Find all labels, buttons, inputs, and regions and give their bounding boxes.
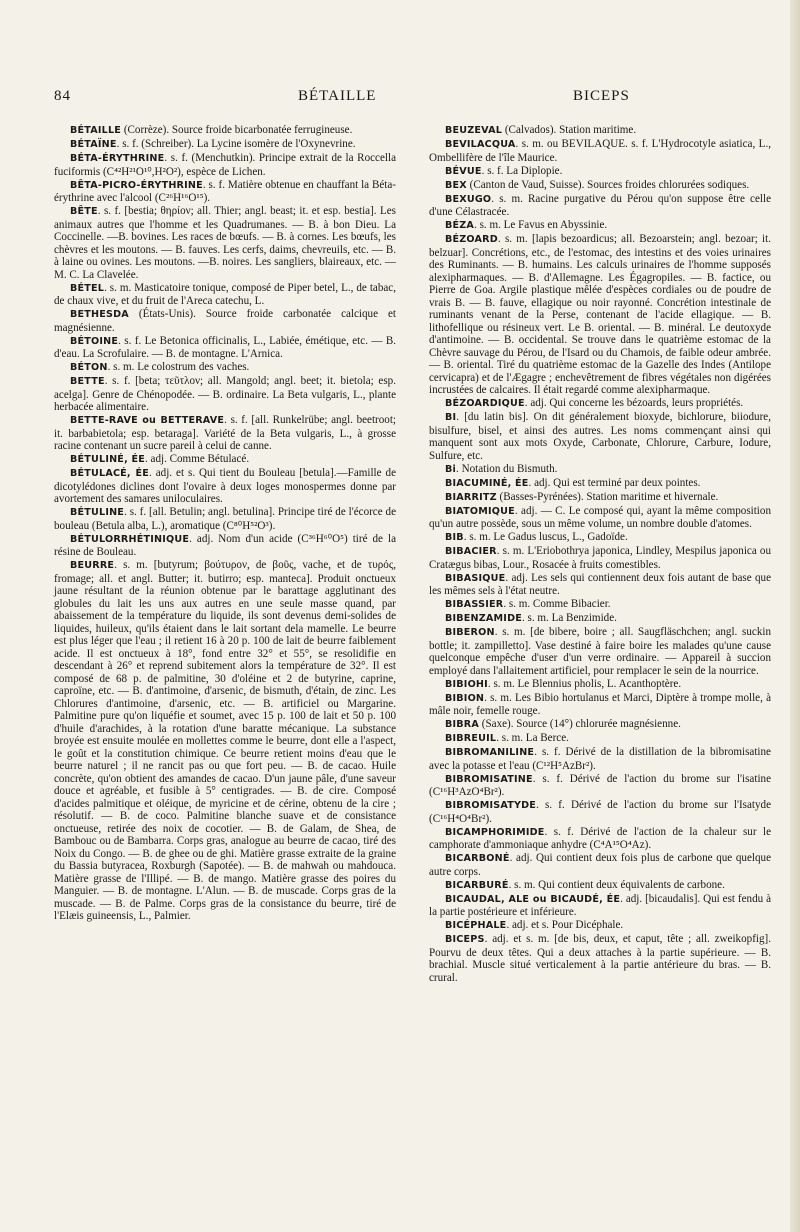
- entry-text: . s. f. [all. Runkelrübe; angl. beetroot; it. barbabietola; esp. betaraga]. Variété de la Beta vulgaris, L., à grosse racine contenant un sucre pareil à celui de canne.: [54, 414, 397, 452]
- right-column: [429, 124, 771, 985]
- entry-text: . adj. et s. Qui tient du Bouleau [betula].—Famille de dicotylédones diclines dont l'ovaire à deux loges monospermes donne par avortement des samares uniloculaires.: [54, 467, 396, 505]
- entry-text: (Corrèze). Source froide bicarbonatée ferrugineuse.: [121, 124, 353, 136]
- dictionary-entry: [429, 505, 771, 531]
- dictionary-entry: [429, 531, 771, 545]
- running-header: [54, 88, 770, 106]
- dictionary-entry: [429, 193, 771, 219]
- dictionary-entry: [429, 124, 771, 138]
- entry-headword: BETTE: [70, 376, 105, 387]
- entry-headword: BIBION: [445, 692, 485, 704]
- entry-text: . s. m. Masticatoire tonique, composé de Piper betel, L., de tabac, de chaux vive, et du fruit de l'Areca catechu, L.: [54, 281, 396, 307]
- entry-text: . s. f. Dérivé de l'action du brome sur l'isatine (C¹⁶H³AzO⁴Br²).: [429, 772, 771, 798]
- dictionary-entry: [429, 612, 771, 626]
- entry-text: . s. f. (Menchutkin). Principe extrait de la Roccella fuciformis (C⁴²H²¹O¹⁰,H²O²), espèce de Lichen.: [54, 152, 396, 178]
- entry-headword: BÉZA: [445, 220, 475, 231]
- entry-text: . s. f. Dérivé de l'action de la chaleur sur le camphorate d'ammoniaque anhydre (C⁴A¹⁵O⁴Az).: [429, 825, 771, 851]
- entry-headword: BETTE-RAVE ou BETTERAVE: [70, 415, 225, 426]
- page-edge: [790, 0, 800, 1232]
- dictionary-entry: [54, 308, 396, 334]
- dictionary-entry: [54, 205, 396, 281]
- dictionary-entry: [54, 467, 396, 506]
- dictionary-entry: [54, 414, 396, 453]
- entry-text: . adj. Qui concerne les bézoards, leurs propriétés.: [524, 397, 744, 409]
- entry-headword: BIATOMIQUE: [445, 505, 515, 517]
- entry-text: . s. m. Le Gadus luscus, L., Gadoïde.: [463, 531, 628, 543]
- dictionary-entry: [429, 219, 771, 233]
- dictionary-entry: [429, 773, 771, 799]
- entry-headword: BÉTAILLE: [70, 125, 122, 136]
- entry-text: (Calvados). Station maritime.: [502, 124, 637, 136]
- entry-headword: BIBROMANILINE: [445, 747, 535, 758]
- dictionary-entry: [429, 678, 771, 692]
- dictionary-entry: [429, 692, 771, 718]
- entry-headword: BÊTE: [70, 206, 98, 217]
- entry-headword: BÉTAÏNE: [70, 139, 117, 150]
- entry-headword: BÉTULINÉ, ÉE: [70, 454, 145, 465]
- dictionary-entry: [429, 598, 771, 612]
- entry-headword: BÉVUE: [445, 165, 482, 177]
- entry-text: . s. m. La Benzimide.: [522, 612, 617, 624]
- dictionary-entry: [54, 375, 396, 414]
- entry-headword: BIB: [445, 532, 464, 543]
- dictionary-entry: [429, 138, 771, 164]
- entry-headword: BÉTOINE: [70, 335, 119, 347]
- dictionary-entry: [429, 477, 771, 491]
- entry-text: . adj. et s. Pour Dicéphale.: [506, 919, 624, 931]
- dictionary-entry: [429, 491, 771, 505]
- page-number: 84: [54, 88, 71, 104]
- entry-text: . s. m. Les Bibio hortulanus et Marci, Diptère à trompe molle, à mâle noir, femelle rouge.: [429, 691, 771, 717]
- entry-text: . s. f. Le Betonica officinalis, L., Labiée, émétique, etc. — B. d'eau. La Scrofulaire. — B. de montagne. L'Arnica.: [54, 334, 396, 360]
- entry-text: . s. m. Le Favus en Abyssinie.: [474, 219, 608, 231]
- right-running-head: BICEPS: [573, 88, 630, 104]
- entry-headword: BI: [445, 412, 457, 423]
- dictionary-entry: [54, 361, 396, 375]
- entry-headword: BÊTA-PICRO-ÉRYTHRINE: [70, 179, 203, 191]
- entry-headword: BEXUGO: [445, 193, 492, 205]
- entry-headword: BIBRA: [445, 719, 480, 730]
- entry-text: . s. f. [beta; τεῦτλον; all. Mangold; angl. beet; it. bietola; esp. acelga]. Genre de Chénopodée. — B. ordinaire. La Beta vulgaris, L., plante herbacée alimentaire.: [54, 375, 396, 413]
- entry-text: . s. m. [lapis bezoardicus; all. Bezoarstein; angl. bezoar; it. belzuar]. Concrétions, etc., de l'estomac, des intestins et des voies urinaires des Ruminants. — B. humains. Les calculs urinaires de l'homme supposés alexipharmaques. — B. d'Allemagne. Les Égagropiles. — B. factice, ou Pierre de Goa. Argile plastique mêlée d'espèces cordiales ou de poudre de vrais B. — B. fauve, ellagique ou noir rayonné. Concrétion intestinale de ruminants venant de la Perse, contenant de l'acide ellagique. — B. lithofellique ou résineux vert. Le B. oriental. — B. minéral. Le deutoxyde d'antimoine. — B. occidental. Se trouve dans le quatrième estomac de la Chèvre sauvage du Pérou, de l'Isard ou du Chamois, de faible odeur ambrée. — B. oriental. Tiré du quatrième estomac de la Gazelle des Indes (Antilope cervicapra) et de l'Ægagre ; enchevêtrement de fibres végétales non digérées incrustées de calcaires. Il était regardé comme alexipharmaque.: [429, 233, 771, 396]
- entry-headword: BÉTULACÉ, ÉE: [70, 468, 150, 479]
- entry-headword: BÉZOARD: [445, 234, 498, 245]
- entry-text: . s. m. La Berce.: [496, 732, 569, 744]
- entry-headword: BICARBURÉ: [445, 879, 509, 891]
- entry-text: . adj. Qui est terminé par deux pointes.: [528, 476, 701, 489]
- dictionary-entry: [54, 179, 396, 205]
- dictionary-entry: [429, 746, 771, 772]
- entry-headword: BICÉPHALE: [445, 920, 507, 931]
- entry-text: (États-Unis). Source froide carbonatée calcique et magnésienne.: [54, 308, 396, 334]
- entry-headword: BÉTEL: [70, 282, 105, 294]
- entry-headword: BIBREUIL: [445, 733, 497, 744]
- dictionary-entry: [429, 411, 771, 462]
- dictionary-entry: [429, 799, 771, 825]
- dictionary-entry: [429, 879, 771, 893]
- entry-headword: BIBENZAMIDE: [445, 613, 522, 624]
- entry-text: . adj. Les sels qui contiennent deux fois autant de base que les mêmes sels à l'état neutre.: [429, 571, 771, 597]
- dictionary-entry: [429, 165, 771, 179]
- entry-headword: BEURRE: [70, 560, 115, 571]
- entry-text: . adj. Qui contient deux fois plus de carbone que quelque autre corps.: [429, 852, 771, 878]
- entry-headword: BÉTULORRHÉTINIQUE: [70, 533, 190, 545]
- entry-headword: BIBIOHI: [445, 678, 488, 690]
- dictionary-entry: [429, 933, 771, 984]
- entry-headword: BEX: [445, 179, 467, 191]
- dictionary-entry: [429, 852, 771, 878]
- dictionary-entry: [54, 335, 396, 361]
- dictionary-entry: [54, 453, 396, 467]
- entry-text: . s. m. [de bibere, boire ; all. Saugfläschchen; angl. suckin bottle; it. zampilletto]. Vase destiné à faire boire les malades qu'une cause quelconque empêche d'user d'un verre ordinaire. — Appareil à succion employé dans l'allaitement artificiel, pour remplacer le sein de la nourrice.: [429, 626, 771, 677]
- dictionary-entry: [429, 572, 771, 598]
- dictionary-entry: [429, 826, 771, 852]
- entry-text: . s. m. Racine purgative du Pérou qu'on suppose être celle d'une Célastracée.: [429, 192, 771, 218]
- entry-headword: BICEPS: [445, 934, 485, 945]
- entry-text: . s. m. Le colostrum des vaches.: [107, 361, 250, 373]
- dictionary-entry: [54, 124, 396, 138]
- dictionary-entry: [429, 732, 771, 746]
- dictionary-entry: [429, 893, 771, 919]
- entry-headword: BÉZOARDIQUE: [445, 398, 525, 409]
- entry-headword: BIBERON: [445, 627, 495, 638]
- entry-headword: BÉTA-ÉRYTHRINE: [70, 153, 165, 164]
- dictionary-entry: [54, 152, 396, 178]
- entry-headword: BIARRITZ: [445, 491, 497, 503]
- dictionary-entry: [429, 626, 771, 677]
- entry-text: (Saxe). Source (14°) chlorurée magnésienne.: [479, 718, 681, 730]
- entry-text: . s. m. L'Eriobothrya japonica, Lindley, Mespilus japonica ou Cratægus bibas, Lour., Rosacée à fruits comestibles.: [429, 545, 771, 571]
- entry-headword: BIBROMISATYDE: [445, 800, 537, 811]
- dictionary-entry: [54, 533, 396, 559]
- entry-text: . s. m. Qui contient deux équivalents de carbone.: [508, 878, 725, 891]
- dictionary-entry: [429, 397, 771, 411]
- entry-text: . s. f. Dérivé de l'action du brome sur l'Isatyde (C¹⁶H⁴O⁴Br²).: [429, 799, 771, 825]
- dictionary-entry: [429, 545, 771, 571]
- entry-headword: BICAMPHORIMIDE: [445, 826, 545, 838]
- entry-text: . s. f. (Schreiber). La Lycine isomère de l'Oxynevrine.: [116, 138, 356, 150]
- left-column: [54, 124, 396, 923]
- entry-text: . s. f. Matière obtenue en chauffant la Béta-érythrine avec l'alcool (C²⁶H¹⁶O¹⁵).: [54, 178, 396, 204]
- entry-text: . adj. [bicaudalis]. Qui est fendu à la partie postérieure et inférieure.: [429, 892, 772, 918]
- dictionary-entry: [54, 282, 396, 308]
- entry-text: (Canton de Vaud, Suisse). Sources froides chlorurées sodiques.: [466, 178, 750, 191]
- entry-headword: Bi: [445, 463, 457, 475]
- dictionary-entry: [429, 919, 771, 933]
- entry-text: . s. f. [all. Betulin; angl. betulina]. Principe tiré de l'écorce de bouleau (Betula alba, L.), aromatique (C⁸⁰H⁵²O³).: [54, 506, 396, 532]
- entry-headword: BICARBONÉ: [445, 853, 510, 864]
- entry-text: . adj. Comme Bétulacé.: [144, 453, 250, 465]
- entry-headword: BETHESDA: [70, 309, 129, 320]
- entry-text: (Basses-Pyrénées). Station maritime et hivernale.: [496, 490, 719, 503]
- entry-headword: BICAUDAL, ALE ou BICAUDÉ, ÉE: [445, 893, 621, 905]
- dictionary-entry: [429, 233, 771, 397]
- entry-text: . s. m. Comme Bibacier.: [503, 598, 611, 610]
- entry-headword: BIBASIQUE: [445, 572, 506, 584]
- entry-text: . adj. — C. Le composé qui, ayant la même composition qu'un autre possède, sous un même volume, un nombre double d'atomes.: [429, 504, 771, 530]
- dictionary-entry: [429, 179, 771, 193]
- entry-headword: BIBASSIER: [445, 599, 504, 610]
- dictionary-entry: [429, 718, 771, 732]
- dictionary-entry: [54, 138, 396, 152]
- dictionary-entry: [54, 559, 396, 923]
- entry-headword: BIACUMINÉ, ÉE: [445, 477, 529, 489]
- dictionary-entry: [54, 506, 396, 532]
- entry-text: . s. m. Le Blennius pholis, L. Acanthoptère.: [487, 677, 682, 690]
- entry-text: . [du latin bis]. On dit généralement bioxyde, bichlorure, biiodure, bisulfure, bisel, et ainsi des autres. Les noms commençant ainsi qui manquent sont aux mots Oxyde, Carbonate, Chlorure, Carbure, Iodure, Sulfure, etc.: [429, 411, 771, 462]
- entry-text: . s. f. La Diplopie.: [481, 164, 563, 177]
- entry-headword: BIBACIER: [445, 546, 497, 557]
- entry-headword: BÉTULINE: [70, 507, 125, 518]
- entry-text: . adj. Nom d'un acide (C³⁶H⁶⁰O⁵) tiré de la résine de Bouleau.: [54, 532, 396, 558]
- left-running-head: BÉTAILLE: [298, 88, 377, 104]
- entry-headword: BÉTON: [70, 362, 108, 373]
- entry-headword: BIBROMISATINE: [445, 773, 533, 785]
- entry-text: . s. f. [bestia; θηρίον; all. Thier; angl. beast; it. et esp. bestia]. Les animaux autres que l'homme et les Quadrumanes. — B. à bon Dieu. La Coccinelle. —B. bovines. Les races de bœufs. — B. à cornes. Les bœufs, les chèvres et les moutons. — B. fauves. Les cerfs, daims, chevreuils, etc. — B. à laine ou ovines. Les moutons. —B. noires. Les sangliers, blaireaux, etc. —M. C. La Clavelée.: [54, 205, 396, 281]
- entry-text: . s. m. ou BEVILAQUE. s. f. L'Hydrocotyle asiatica, L., Ombellifère de l'île Maurice.: [429, 138, 771, 164]
- entry-headword: BEVILACQUA: [445, 139, 516, 150]
- entry-text: . Notation du Bismuth.: [456, 462, 558, 475]
- entry-text: . s. m. [butyrum; βούτυρον, de βοῦς, vache, et de τυρός, fromage; all. et angl. Butter; it. butirro; esp. manteca]. Produit onctueux jaune résultant de la réunion obtenue par le barattage agglutinant des globules du lait les uns aux autres en une seule masse quand, par abaissement de la température du liquide, ils sont devenus demi-solides de liquides, huileux, qu'ils étaient dans le lait sortant dela mamelle. Le beurre est plus léger que l'eau ; il retient 16 à 20 p. 100 de lait de beurre faiblement acide. Il est onctueux à 18°, fond entre 32° et 55°, se resolidifie en descendant à 26° et reprend subitement alors la température de 32°. Il est composé de 68 p. de palmitine, 30 d'oléine et 2 de butyrine, caprine, caproïne, etc. — B. d'antimoine, d'arsenic, de bismuth, d'étain, de zinc. Les Chlorures d'antimoine, d'arsenic, etc. — B. artificiel ou Margarine. Palmitine pure qu'on liquéfie et soumet, avec 15 p. 100 de lait et 50 p. 100 d'huile d'arachides, à la rotation d'une baratte mécanique. La substance broyée est ensuite moulée en mollettes comme le beurre, dont elle a l'aspect, le goût et la constitution chimique. Ce beurre retient moins d'eau que le beurre naturel ; il ne rancit pas ou que fort peu. — B. de cacao. Huile concrète, qu'on obtient des amandes de cacao. D'un jaune pâle, d'une saveur douce et agréable, et fusible à 5° centigrades. — B. de cire. Composé d'acides palmitique et oléique, de myricine et de cérine, obtenu de la cire ; résolutif. — B. de coco. Palmitine blanche suave et de consistance onctueuse, retirée des noix de cocotier. — B. de Galam, de Shea, de Bambouc ou de Bambarra. Corps gras, analogue au beurre de cacao, tiré des Noix du Congo. — B. de ghee ou de ghi. Matière grasse extraite de la graine du Bassia butyracea, Roxburgh (Sapotée). — B. de mahwah ou mahdouca. Matière grasse de l'Illipé. — B. de mango. Matière grasse des poires du Manguier. — B. de montagne. L'Alun. — B. de muscade. Corps gras de la muscade. — B. de Palme. Corps gras de la consistance du beurre, tiré de l'Elæis guineensis, L., Palmier.: [54, 559, 396, 922]
- entry-text: . s. f. Dérivé de la distillation de la bibromisatine avec la potasse et l'eau (C¹²H⁵AzBr²).: [429, 746, 771, 772]
- entry-headword: BEUZEVAL: [445, 125, 503, 136]
- dictionary-entry: [429, 463, 771, 477]
- entry-text: . adj. et s. m. [de bis, deux, et caput, tête ; all. zweikopfig]. Pourvu de deux têtes. Qui a deux attaches à la partie supérieure. — B. brachial. Muscle situé verticalement à la partie antérieure du bras. — B. crural.: [429, 933, 771, 984]
